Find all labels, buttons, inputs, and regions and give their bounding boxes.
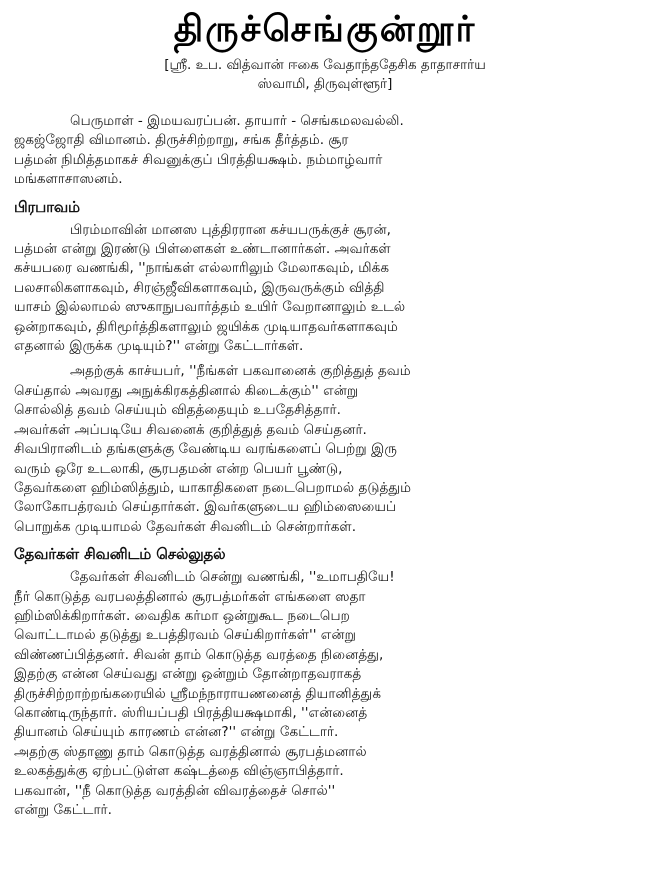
text-line: யாசம் இல்லாமல் ஸுகாநுபவார்த்தம் உயிர் வேறானாலும் உடல் (14, 299, 406, 316)
byline-line: ஸ்வாமி, திருவுள்ளூர்] (257, 76, 393, 92)
text-line: செய்தால் அவரது அநுக்கிரகத்தினால் கிடைக்கும்'' என்று (14, 382, 359, 399)
text-line: மங்களாசாஸனம். (14, 171, 123, 188)
intro-paragraph (14, 112, 636, 190)
text-line: லோகோபத்ரவம் செய்தார்கள். இவர்களுடைய ஹிம்ஸையைப் (14, 499, 397, 516)
prabhavam-paragraph-1 (14, 221, 636, 357)
text-line: இதற்கு என்ன செய்வது என்று ஒன்றும் தோன்றாதவராகத் (14, 666, 362, 683)
text-line: தியானம் செய்யும் காரணம் என்ன?'' என்று கேட்டார். (14, 724, 339, 741)
text-line: தேவர்களை ஹிம்ஸித்தும், யாகாதிகளை நடைபெறாமல் தடுத்தும் (14, 479, 412, 496)
text-line: ஜகஜ்ஜோதி விமானம். திருச்சிற்றாறு, சங்க தீர்த்தம். சூர (14, 132, 349, 149)
author-byline (14, 56, 636, 94)
text-line: பத்மன் நிமித்தமாகச் சிவனுக்குப் பிரத்தியக்ஷம். நம்மாழ்வார் (14, 151, 383, 168)
text-line: நீர் கொடுத்த வரபலத்தினால் சூரபத்மர்கள் எங்களை ஸதா (14, 588, 366, 605)
text-line: கொண்டிருந்தார். ஸ்ரியப்பதி பிரத்தியக்ஷமாகி, ''என்னைத் (14, 704, 368, 721)
page-title: திருச்செங்குன்றூர் (173, 9, 477, 50)
text-line: எதனால் இருக்க முடியும்?'' என்று கேட்டார்கள். (14, 338, 304, 355)
text-line: என்று கேட்டார். (14, 802, 112, 818)
text-line: திருச்சிற்றாற்றங்கரையில் ஸ்ரீமந்நாராயணனைத் தியானித்துக் (14, 685, 382, 702)
section-heading-prabhavam: பிரபாவம் (14, 198, 80, 216)
text-line: தேவர்கள் சிவனிடம் சென்று வணங்கி, ''உமாபதியே! (70, 569, 395, 586)
text-line: அதற்கு ஸ்தாணு தாம் கொடுத்த வரத்தினால் சூரபத்மனால் (14, 743, 367, 760)
text-line: ஹிம்ஸிக்கிறார்கள். வைதிக கர்மா ஒன்றுகூட நடைபெற (14, 607, 350, 624)
text-line: பலசாலிகளாகவும், சிரஞ்ஜீவிகளாகவும், இருவருக்கும் வித்தி (14, 279, 385, 296)
text-line: பிரம்மாவின் மானஸ புத்திரரான கச்யபருக்குச் சூரன், (70, 221, 391, 238)
text-line: பத்மன் என்று இரண்டு பிள்ளைகள் உண்டானார்கள். அவர்கள் (14, 241, 391, 258)
text-line: அதற்குக் காச்யபர், ''நீங்கள் பகவானைக் குறித்துத் தவம் (70, 363, 411, 380)
text-line: சிவபிரானிடம் தங்களுக்கு வேண்டிய வரங்களைப் பெற்று இரு (14, 441, 397, 458)
text-line: பொறுக்க முடியாமல் தேவர்கள் சிவனிடம் சென்றார்கள். (14, 518, 357, 535)
text-line: கச்யபரை வணங்கி, ''நாங்கள் எல்லாரிலும் மேலாகவும், மிக்க (14, 260, 390, 277)
text-line: உலகத்துக்கு ஏற்பட்டுள்ள கஷ்டத்தை விஞ்ஞாபித்தார். (14, 763, 344, 780)
text-line: பகவான், ''நீ கொடுத்த வரத்தின் விவரத்தைச் சொல்'' (14, 782, 336, 799)
devargal-paragraph (14, 568, 636, 820)
text-line: வரும் ஒரே உடலாகி, சூரபதமன் என்ற பெயர் பூண்டு, (14, 460, 343, 477)
prabhavam-paragraph-2 (14, 362, 636, 537)
section-heading-devargal: தேவர்கள் சிவனிடம் செல்லுதல் (14, 546, 226, 564)
text-line: பெருமாள் - இமயவரப்பன். தாயார் - செங்கமலவல்லி. (70, 113, 404, 129)
byline-line: [ஸ்ரீ. உப. வித்வான் ஈகை வேதாந்ததேசிக தாதாசார்ய (164, 57, 486, 73)
text-line: சொல்லித் தவம் செய்யும் விதத்தையும் உபதேசித்தார். (14, 402, 341, 419)
text-line: ஒன்றாகவும், திரிமூர்த்திகளாலும் ஜயிக்க முடியாதவர்களாகவும் (14, 318, 398, 335)
text-line: வொட்டாமல் தடுத்து உபத்திரவம் செய்கிறார்கள்'' என்று (14, 627, 356, 644)
text-line: அவர்கள் அப்படியே சிவனைக் குறித்துத் தவம் செய்தனர். (14, 421, 367, 438)
text-line: விண்ணப்பித்தனர். சிவன் தாம் கொடுத்த வரத்தை நினைத்து, (14, 646, 384, 663)
